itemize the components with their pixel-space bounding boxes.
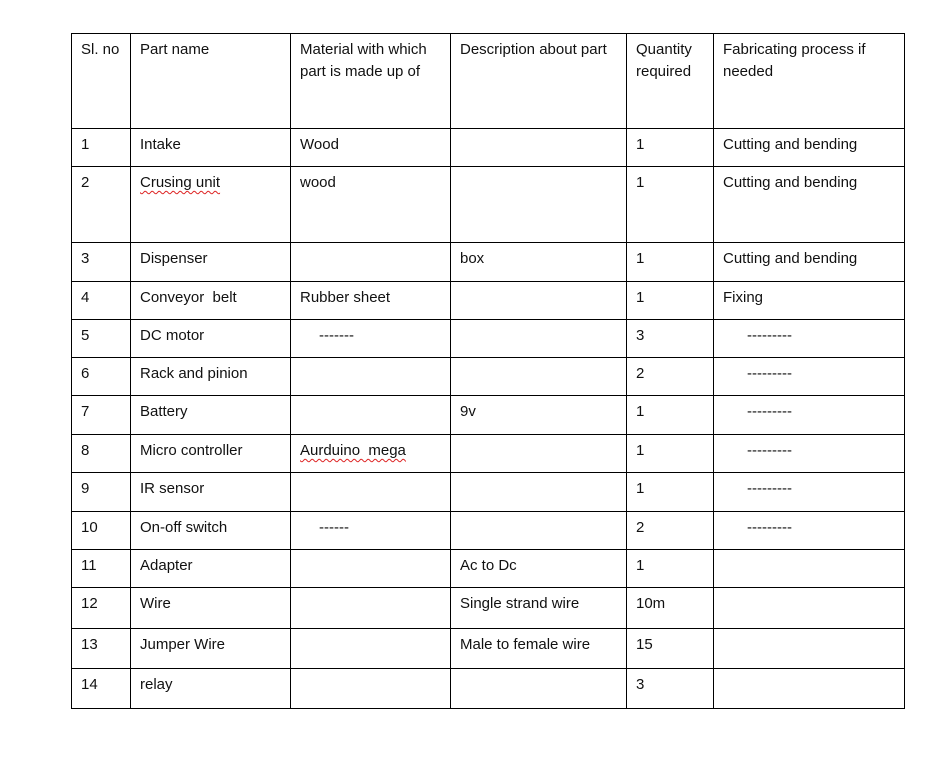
cell-description: Male to female wire <box>451 629 627 669</box>
cell-material <box>291 243 451 282</box>
cell-material: ------ <box>291 512 451 550</box>
table-row <box>72 435 905 473</box>
cell-part-name <box>131 167 291 243</box>
cell-part-name: Wire <box>131 588 291 629</box>
table-row <box>72 512 905 550</box>
cell-part-name: relay <box>131 669 291 709</box>
cell-process <box>714 669 905 709</box>
cell-part-name: Dispenser <box>131 243 291 282</box>
table-row <box>72 282 905 320</box>
cell-process: --------- <box>714 435 905 473</box>
cell-material <box>291 473 451 512</box>
cell-process <box>714 588 905 629</box>
cell-part-name: Intake <box>131 129 291 167</box>
header-process: Fabricating process if needed <box>714 34 905 129</box>
table-row <box>72 320 905 358</box>
table-row <box>72 358 905 396</box>
cell-process: --------- <box>714 473 905 512</box>
cell-description: Ac to Dc <box>451 550 627 588</box>
cell-material: wood <box>291 167 451 243</box>
cell-description <box>451 320 627 358</box>
cell-description <box>451 512 627 550</box>
cell-quantity: 1 <box>627 243 714 282</box>
cell-sl-no: 13 <box>72 629 131 669</box>
cell-part-name: IR sensor <box>131 473 291 512</box>
table-row <box>72 629 905 669</box>
cell-material: ------- <box>291 320 451 358</box>
cell-process: Cutting and bending <box>714 167 905 243</box>
cell-part-name: DC motor <box>131 320 291 358</box>
cell-description <box>451 129 627 167</box>
cell-description <box>451 473 627 512</box>
cell-quantity: 1 <box>627 550 714 588</box>
cell-process: Fixing <box>714 282 905 320</box>
header-description: Description about part <box>451 34 627 129</box>
cell-description: box <box>451 243 627 282</box>
spellcheck-text: Aurduino mega <box>300 442 406 459</box>
cell-process: Cutting and bending <box>714 129 905 167</box>
cell-material: Rubber sheet <box>291 282 451 320</box>
header-part-name: Part name <box>131 34 291 129</box>
table-row <box>72 473 905 512</box>
cell-description <box>451 282 627 320</box>
cell-quantity: 1 <box>627 167 714 243</box>
cell-description <box>451 435 627 473</box>
cell-quantity: 15 <box>627 629 714 669</box>
cell-sl-no: 8 <box>72 435 131 473</box>
cell-quantity: 10m <box>627 588 714 629</box>
cell-quantity: 1 <box>627 396 714 435</box>
cell-material: Wood <box>291 129 451 167</box>
cell-part-name: Micro controller <box>131 435 291 473</box>
table-row <box>72 669 905 709</box>
cell-material <box>291 550 451 588</box>
cell-quantity: 2 <box>627 358 714 396</box>
cell-description <box>451 167 627 243</box>
cell-process <box>714 550 905 588</box>
table-row <box>72 588 905 629</box>
cell-part-name: On-off switch <box>131 512 291 550</box>
cell-part-name: Battery <box>131 396 291 435</box>
table-row <box>72 129 905 167</box>
cell-sl-no: 1 <box>72 129 131 167</box>
cell-part-name: Adapter <box>131 550 291 588</box>
cell-quantity: 2 <box>627 512 714 550</box>
cell-quantity: 1 <box>627 435 714 473</box>
cell-material <box>291 588 451 629</box>
header-quantity: Quantity required <box>627 34 714 129</box>
header-sl-no: Sl. no <box>72 34 131 129</box>
cell-part-name: Jumper Wire <box>131 629 291 669</box>
spellcheck-text: Crusing unit <box>140 174 221 191</box>
cell-material <box>291 435 451 473</box>
table-row <box>72 550 905 588</box>
table-row <box>72 167 905 243</box>
cell-description <box>451 358 627 396</box>
cell-material <box>291 669 451 709</box>
cell-material <box>291 358 451 396</box>
cell-quantity: 3 <box>627 669 714 709</box>
cell-sl-no: 11 <box>72 550 131 588</box>
cell-material <box>291 629 451 669</box>
header-material: Material with which part is made up of <box>291 34 451 129</box>
cell-process: Cutting and bending <box>714 243 905 282</box>
cell-process: --------- <box>714 512 905 550</box>
cell-process: --------- <box>714 358 905 396</box>
cell-quantity: 1 <box>627 129 714 167</box>
cell-part-name: Conveyor belt <box>131 282 291 320</box>
cell-sl-no: 5 <box>72 320 131 358</box>
cell-process <box>714 629 905 669</box>
table-row <box>72 396 905 435</box>
cell-sl-no: 14 <box>72 669 131 709</box>
cell-process: --------- <box>714 396 905 435</box>
cell-quantity: 1 <box>627 473 714 512</box>
cell-part-name: Rack and pinion <box>131 358 291 396</box>
cell-description <box>451 669 627 709</box>
cell-sl-no: 12 <box>72 588 131 629</box>
cell-sl-no: 2 <box>72 167 131 243</box>
parts-table <box>71 33 905 709</box>
cell-sl-no: 7 <box>72 396 131 435</box>
cell-sl-no: 3 <box>72 243 131 282</box>
cell-sl-no: 9 <box>72 473 131 512</box>
cell-material <box>291 396 451 435</box>
cell-process: --------- <box>714 320 905 358</box>
cell-sl-no: 4 <box>72 282 131 320</box>
cell-quantity: 3 <box>627 320 714 358</box>
cell-sl-no: 10 <box>72 512 131 550</box>
cell-quantity: 1 <box>627 282 714 320</box>
header-row <box>72 34 905 129</box>
cell-sl-no: 6 <box>72 358 131 396</box>
table-row <box>72 243 905 282</box>
cell-description: Single strand wire <box>451 588 627 629</box>
cell-description: 9v <box>451 396 627 435</box>
